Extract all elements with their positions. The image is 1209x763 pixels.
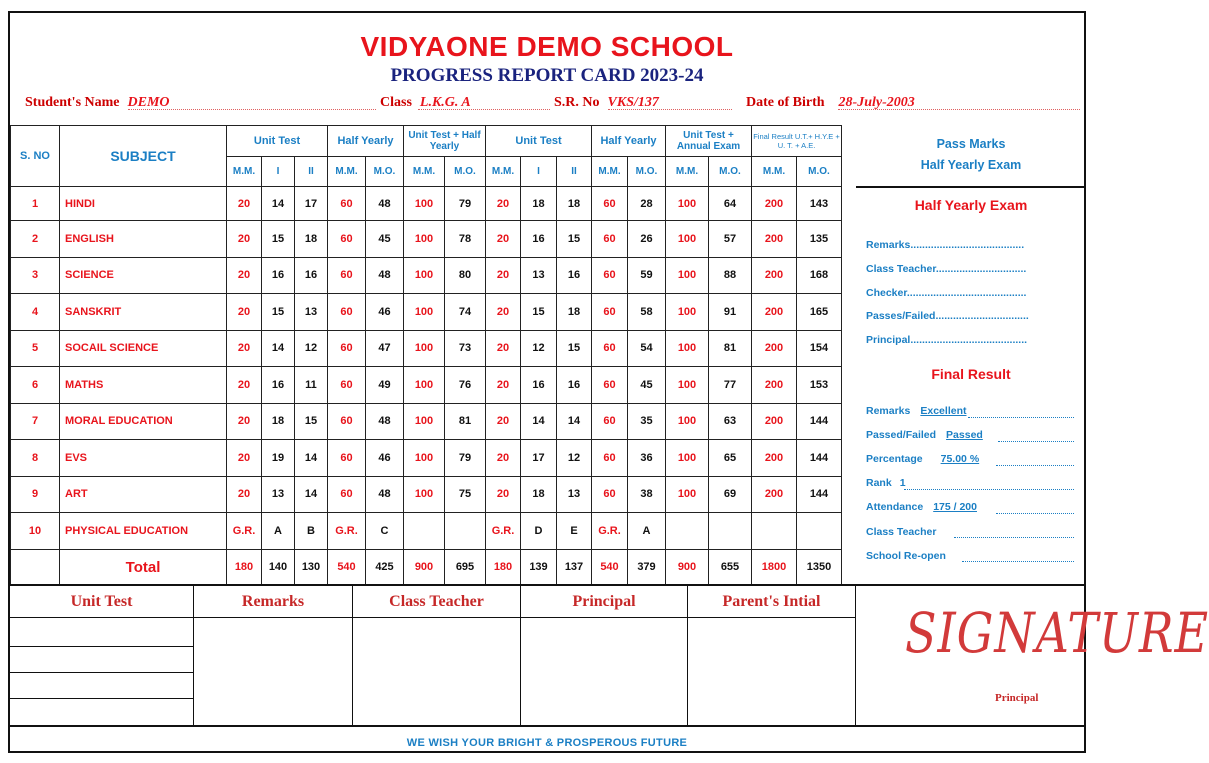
final-rank-label: Rank — [866, 477, 892, 489]
row-subject: SOCAIL SCIENCE — [60, 330, 227, 367]
row-sno: 10 — [11, 513, 60, 550]
group-final-result: Final Result U.T.+ H.Y.E + U. T. + A.E. — [752, 126, 842, 157]
mark-cell: 100 — [404, 403, 445, 440]
mark-cell: 15 — [521, 294, 557, 331]
hy-class-teacher-line: Class Teacher............................... — [866, 263, 1027, 275]
mark-cell: 46 — [366, 294, 404, 331]
row-sno: 4 — [11, 294, 60, 331]
sr-value: VKS/137 — [607, 95, 659, 110]
mark-cell: 100 — [404, 330, 445, 367]
mark-cell: 20 — [227, 367, 262, 404]
student-name-label: Student's Name — [25, 95, 120, 110]
table-row — [11, 367, 842, 404]
unit-test-line — [10, 672, 193, 673]
subheader-cell: M.M. — [752, 157, 797, 187]
final-percentage-label: Percentage — [866, 453, 923, 465]
mark-cell: 14 — [295, 476, 328, 513]
mark-cell: 165 — [797, 294, 842, 331]
final-remarks-label: Remarks — [866, 405, 911, 417]
subheader-cell: M.M. — [666, 157, 709, 187]
group-half-yearly-2: Half Yearly — [592, 126, 666, 157]
mark-cell: A — [262, 513, 295, 550]
class-value: L.K.G. A — [419, 95, 471, 110]
pass-marks-title: Pass Marks — [936, 137, 1006, 151]
school-name: VIDYAONE DEMO SCHOOL — [360, 31, 734, 62]
row-subject: ENGLISH — [60, 221, 227, 258]
mark-cell: 200 — [752, 221, 797, 258]
subheader-cell: II — [295, 157, 328, 187]
subheader-cell: M.O. — [797, 157, 842, 187]
mark-cell: 17 — [295, 187, 328, 221]
subheader-cell: M.M. — [328, 157, 366, 187]
mark-cell: 20 — [486, 403, 521, 440]
unit-test-line — [10, 646, 193, 647]
total-label: Total — [60, 549, 227, 585]
student-name: DEMO — [127, 95, 170, 110]
mark-cell: 78 — [445, 221, 486, 258]
pass-marks-exam: Half Yearly Exam — [920, 158, 1022, 172]
total-cell: 137 — [557, 549, 592, 585]
mark-cell: 100 — [404, 294, 445, 331]
mark-cell: 60 — [592, 221, 628, 258]
final-passed-label: Passed/Failed — [866, 429, 937, 441]
subheader-cell: M.M. — [486, 157, 521, 187]
sno-header: S. NO — [11, 126, 60, 187]
mark-cell: 77 — [709, 367, 752, 404]
bottom-header-principal: Principal — [521, 586, 687, 618]
mark-cell: 49 — [366, 367, 404, 404]
row-sno: 9 — [11, 476, 60, 513]
mark-cell: 60 — [592, 367, 628, 404]
mark-cell: 60 — [328, 403, 366, 440]
final-passed — [866, 429, 983, 441]
mark-cell: 15 — [262, 221, 295, 258]
signature-principal-label: Principal — [995, 692, 1039, 704]
subheader-cell: I — [521, 157, 557, 187]
mark-cell: 100 — [404, 257, 445, 294]
mark-cell: B — [295, 513, 328, 550]
mark-cell: 16 — [295, 257, 328, 294]
row-sno: 8 — [11, 440, 60, 477]
mark-cell — [797, 513, 842, 550]
mark-cell: 48 — [366, 257, 404, 294]
sr-label: S.R. No — [554, 95, 600, 110]
mark-cell: 100 — [666, 294, 709, 331]
table-row — [11, 476, 842, 513]
mark-cell: 20 — [486, 187, 521, 221]
mark-cell — [752, 513, 797, 550]
total-cell: 695 — [445, 549, 486, 585]
mark-cell: 69 — [709, 476, 752, 513]
final-class-teacher-label: Class Teacher — [866, 526, 937, 538]
mark-cell: 143 — [797, 187, 842, 221]
group-unit-test-1: Unit Test — [227, 126, 328, 157]
mark-cell: 38 — [628, 476, 666, 513]
mark-cell: 144 — [797, 476, 842, 513]
bottom-col-parent — [688, 586, 856, 727]
mark-cell: 100 — [666, 440, 709, 477]
mark-cell: 20 — [486, 257, 521, 294]
mark-cell: 200 — [752, 476, 797, 513]
mark-cell: 36 — [628, 440, 666, 477]
mark-cell: 18 — [521, 187, 557, 221]
mark-cell: 80 — [445, 257, 486, 294]
mark-cell: 100 — [666, 330, 709, 367]
mark-cell: 20 — [227, 403, 262, 440]
school-reopen-label: School Re-open — [866, 550, 946, 562]
mark-cell: D — [521, 513, 557, 550]
mark-cell: 11 — [295, 367, 328, 404]
mark-cell: 57 — [709, 221, 752, 258]
mark-cell: 54 — [628, 330, 666, 367]
row-subject: HINDI — [60, 187, 227, 221]
total-cell: 540 — [592, 549, 628, 585]
total-cell: 379 — [628, 549, 666, 585]
dob-value: 28-July-2003 — [838, 95, 915, 110]
mark-cell: 35 — [628, 403, 666, 440]
mark-cell: 16 — [521, 221, 557, 258]
footer-message: WE WISH YOUR BRIGHT & PROSPEROUS FUTURE — [406, 737, 688, 749]
row-subject: SCIENCE — [60, 257, 227, 294]
final-remarks — [866, 405, 966, 417]
final-rank-value: 1 — [899, 477, 906, 489]
mark-cell: 18 — [521, 476, 557, 513]
mark-cell: 74 — [445, 294, 486, 331]
mark-cell: 12 — [295, 330, 328, 367]
mark-cell: 18 — [557, 187, 592, 221]
mark-cell: 154 — [797, 330, 842, 367]
reopen-dots — [962, 561, 1074, 562]
final-attendance — [866, 501, 977, 513]
row-sno: 2 — [11, 221, 60, 258]
total-cell: 1800 — [752, 549, 797, 585]
mark-cell: 81 — [709, 330, 752, 367]
mark-cell: 18 — [262, 403, 295, 440]
mark-cell: 15 — [557, 330, 592, 367]
mark-cell: 20 — [486, 330, 521, 367]
mark-cell: G.R. — [486, 513, 521, 550]
row-subject: ART — [60, 476, 227, 513]
mark-cell: 60 — [592, 187, 628, 221]
mark-cell: 48 — [366, 476, 404, 513]
table-row — [11, 330, 842, 367]
row-sno: 6 — [11, 367, 60, 404]
total-cell: 180 — [486, 549, 521, 585]
mark-cell: 100 — [404, 440, 445, 477]
mark-cell: 60 — [592, 403, 628, 440]
bottom-header-parent: Parent's Intial — [688, 586, 855, 618]
mark-cell: 63 — [709, 403, 752, 440]
group-ut-annual: Unit Test + Annual Exam — [666, 126, 752, 157]
total-cell: 139 — [521, 549, 557, 585]
mark-cell: 59 — [628, 257, 666, 294]
mark-cell: 64 — [709, 187, 752, 221]
mark-cell — [404, 513, 445, 550]
name-dots — [128, 109, 376, 110]
total-empty — [11, 549, 60, 585]
final-passed-value: Passed — [946, 429, 983, 441]
mark-cell: 20 — [486, 367, 521, 404]
mark-cell: 15 — [295, 403, 328, 440]
attendance-dots — [996, 513, 1074, 514]
mark-cell: 100 — [666, 476, 709, 513]
mark-cell: 200 — [752, 367, 797, 404]
row-subject: EVS — [60, 440, 227, 477]
mark-cell: 20 — [486, 476, 521, 513]
mark-cell: 60 — [328, 476, 366, 513]
mark-cell: 73 — [445, 330, 486, 367]
mark-cell: 58 — [628, 294, 666, 331]
table-row — [11, 221, 842, 258]
mark-cell: 60 — [328, 257, 366, 294]
table-row — [11, 187, 842, 221]
mark-cell: 20 — [227, 294, 262, 331]
report-title: PROGRESS REPORT CARD 2023-24 — [390, 65, 704, 86]
mark-cell: G.R. — [227, 513, 262, 550]
total-cell: 540 — [328, 549, 366, 585]
mark-cell: 28 — [628, 187, 666, 221]
table-row — [11, 257, 842, 294]
total-cell: 140 — [262, 549, 295, 585]
final-attendance-label: Attendance — [866, 501, 924, 513]
mark-cell: 100 — [404, 367, 445, 404]
mark-cell: 16 — [262, 257, 295, 294]
mark-cell: 13 — [262, 476, 295, 513]
mark-cell: 17 — [521, 440, 557, 477]
mark-cell: 45 — [628, 367, 666, 404]
bottom-col-class-teacher — [353, 586, 521, 727]
mark-cell: 100 — [666, 187, 709, 221]
mark-cell: 79 — [445, 187, 486, 221]
mark-cell: 168 — [797, 257, 842, 294]
final-percentage — [866, 453, 979, 465]
class-label: Class — [380, 95, 412, 110]
final-rank — [866, 477, 906, 489]
row-subject: SANSKRIT — [60, 294, 227, 331]
mark-cell: 12 — [557, 440, 592, 477]
mark-cell: 76 — [445, 367, 486, 404]
subheader-cell: M.O. — [366, 157, 404, 187]
mark-cell: 60 — [328, 440, 366, 477]
group-half-yearly-1: Half Yearly — [328, 126, 404, 157]
mark-cell: 13 — [557, 476, 592, 513]
bottom-col-remarks — [194, 586, 353, 727]
subheader-cell: I — [262, 157, 295, 187]
row-sno: 3 — [11, 257, 60, 294]
row-subject: MATHS — [60, 367, 227, 404]
table-row — [11, 403, 842, 440]
mark-cell: A — [628, 513, 666, 550]
mark-cell: 100 — [404, 187, 445, 221]
mark-cell: 16 — [521, 367, 557, 404]
total-cell: 180 — [227, 549, 262, 585]
remarks-dots — [968, 417, 1074, 418]
group-unit-test-2: Unit Test — [486, 126, 592, 157]
rank-dots — [904, 489, 1074, 490]
final-result-title: Final Result — [931, 366, 1011, 382]
unit-test-line — [10, 698, 193, 699]
mark-cell: 14 — [521, 403, 557, 440]
subheader-cell: M.M. — [404, 157, 445, 187]
mark-cell: 16 — [262, 367, 295, 404]
mark-cell: 20 — [486, 294, 521, 331]
mark-cell: 20 — [227, 257, 262, 294]
mark-cell: 60 — [328, 294, 366, 331]
bottom-header-unit-test: Unit Test — [10, 586, 193, 618]
mark-cell: 65 — [709, 440, 752, 477]
mark-cell: 20 — [227, 476, 262, 513]
mark-cell: 20 — [227, 221, 262, 258]
row-subject: MORAL EDUCATION — [60, 403, 227, 440]
mark-cell: 48 — [366, 187, 404, 221]
row-sno: 7 — [11, 403, 60, 440]
mark-cell: 200 — [752, 403, 797, 440]
subheader-cell: M.M. — [227, 157, 262, 187]
mark-cell: 14 — [262, 330, 295, 367]
mark-cell: 153 — [797, 367, 842, 404]
mark-cell: 26 — [628, 221, 666, 258]
table-row — [11, 440, 842, 477]
mark-cell: 60 — [592, 294, 628, 331]
mark-cell: 47 — [366, 330, 404, 367]
mark-cell: 91 — [709, 294, 752, 331]
mark-cell: C — [366, 513, 404, 550]
dob-dots — [838, 109, 1080, 110]
subheader-cell: M.O. — [709, 157, 752, 187]
mark-cell: 200 — [752, 330, 797, 367]
mark-cell: 19 — [262, 440, 295, 477]
total-cell: 900 — [666, 549, 709, 585]
percentage-dots — [996, 465, 1074, 466]
mark-cell: E — [557, 513, 592, 550]
dob-label: Date of Birth — [746, 95, 825, 110]
mark-cell: 20 — [227, 440, 262, 477]
mark-cell: 144 — [797, 403, 842, 440]
class-teacher-dots — [954, 537, 1074, 538]
mark-cell: 60 — [592, 476, 628, 513]
class-dots — [418, 109, 550, 110]
mark-cell — [709, 513, 752, 550]
mark-cell: G.R. — [592, 513, 628, 550]
hy-principal-line: Principal........................................ — [866, 334, 1028, 346]
table-row — [11, 513, 842, 550]
signature-image: SIGNATURE — [905, 600, 1209, 666]
table-row — [11, 294, 842, 331]
row-subject: PHYSICAL EDUCATION — [60, 513, 227, 550]
final-percentage-value: 75.00 % — [940, 453, 980, 465]
subject-header: SUBJECT — [60, 126, 227, 187]
mark-cell: G.R. — [328, 513, 366, 550]
mark-cell: 15 — [557, 221, 592, 258]
mark-cell: 88 — [709, 257, 752, 294]
mark-cell: 15 — [262, 294, 295, 331]
subheader-cell: M.O. — [628, 157, 666, 187]
mark-cell: 100 — [404, 476, 445, 513]
passed-dots — [998, 441, 1074, 442]
final-remarks-value: Excellent — [920, 405, 967, 417]
sr-dots — [608, 109, 732, 110]
mark-cell: 60 — [328, 330, 366, 367]
hy-passes-failed-line: Passes/Failed................................ — [866, 310, 1029, 322]
mark-cell: 60 — [592, 330, 628, 367]
row-sno: 5 — [11, 330, 60, 367]
mark-cell: 13 — [295, 294, 328, 331]
mark-cell: 60 — [328, 367, 366, 404]
mark-cell: 100 — [666, 257, 709, 294]
half-yearly-title: Half Yearly Exam — [914, 197, 1028, 213]
subheader-cell: II — [557, 157, 592, 187]
mark-cell: 144 — [797, 440, 842, 477]
mark-cell: 135 — [797, 221, 842, 258]
mark-cell: 200 — [752, 440, 797, 477]
mark-cell: 14 — [295, 440, 328, 477]
mark-cell: 20 — [486, 440, 521, 477]
total-cell: 1350 — [797, 549, 842, 585]
mark-cell: 45 — [366, 221, 404, 258]
mark-cell: 16 — [557, 367, 592, 404]
subheader-cell: M.M. — [592, 157, 628, 187]
mark-cell: 100 — [666, 221, 709, 258]
hy-remarks-line: Remarks....................................... — [866, 239, 1025, 251]
mark-cell: 14 — [262, 187, 295, 221]
mark-cell: 79 — [445, 440, 486, 477]
mark-cell: 20 — [486, 221, 521, 258]
mark-cell: 12 — [521, 330, 557, 367]
mark-cell: 48 — [366, 403, 404, 440]
mark-cell: 46 — [366, 440, 404, 477]
mark-cell: 100 — [666, 367, 709, 404]
mark-cell: 60 — [328, 187, 366, 221]
mark-cell — [666, 513, 709, 550]
mark-cell: 20 — [227, 330, 262, 367]
mark-cell: 60 — [592, 440, 628, 477]
mark-cell: 18 — [295, 221, 328, 258]
mark-cell: 200 — [752, 257, 797, 294]
subheader-cell: M.O. — [445, 157, 486, 187]
row-sno: 1 — [11, 187, 60, 221]
bottom-col-unit-test — [10, 586, 194, 727]
mark-cell: 60 — [592, 257, 628, 294]
group-ut-half-yearly: Unit Test + Half Yearly — [404, 126, 486, 157]
final-attendance-value: 175 / 200 — [933, 501, 977, 513]
mark-cell: 14 — [557, 403, 592, 440]
total-cell: 655 — [709, 549, 752, 585]
mark-cell: 100 — [404, 221, 445, 258]
mark-cell: 100 — [666, 403, 709, 440]
mark-cell: 16 — [557, 257, 592, 294]
mark-cell: 18 — [557, 294, 592, 331]
mark-cell — [445, 513, 486, 550]
mark-cell: 200 — [752, 187, 797, 221]
pass-marks-box — [856, 125, 1086, 188]
mark-cell: 75 — [445, 476, 486, 513]
mark-cell: 20 — [227, 187, 262, 221]
hy-checker-line: Checker......................................... — [866, 287, 1027, 299]
bottom-header-remarks: Remarks — [194, 586, 352, 618]
total-cell: 130 — [295, 549, 328, 585]
marks-table — [10, 125, 842, 586]
mark-cell: 13 — [521, 257, 557, 294]
total-cell: 425 — [366, 549, 404, 585]
mark-cell: 81 — [445, 403, 486, 440]
bottom-col-principal — [521, 586, 688, 727]
total-cell: 900 — [404, 549, 445, 585]
total-row — [11, 549, 842, 585]
mark-cell: 60 — [328, 221, 366, 258]
bottom-header-class-teacher: Class Teacher — [353, 586, 520, 618]
mark-cell: 200 — [752, 294, 797, 331]
